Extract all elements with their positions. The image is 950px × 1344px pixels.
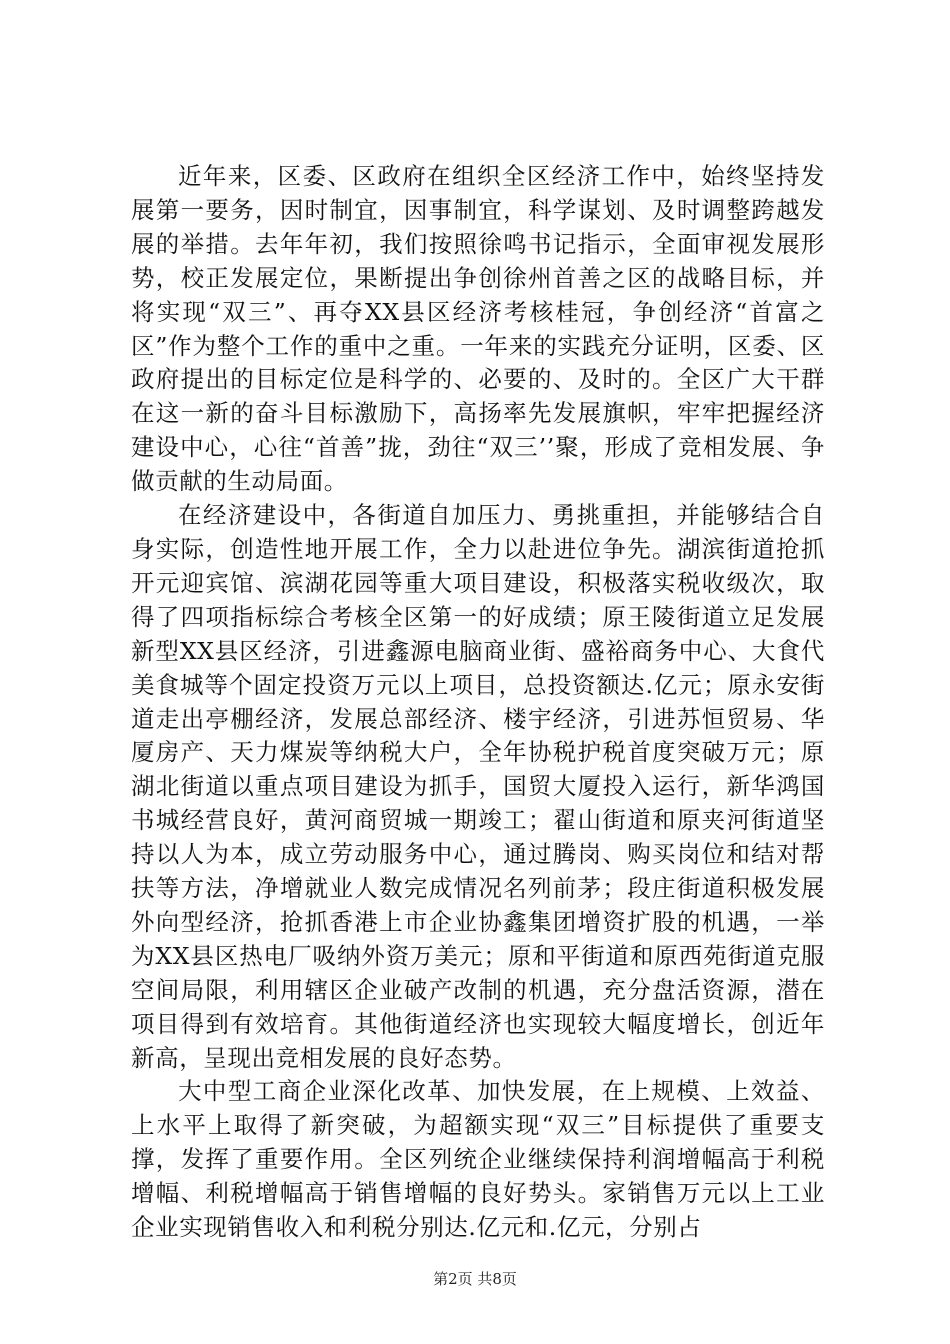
paragraph: 在经济建设中，各街道自加压力、勇挑重担，并能够结合自身实际，创造性地开展工作，全力以赴进位争先。湖滨街道抢抓开元迎宾馆、滨湖花园等重大项目建设，积极落实税收级次，取得了四项指标综合考核全区第一的好成绩；原王陵街道立足发展新型XX县区经济，引进鑫源电脑商业街、盛裕商务中心、大食代美食城等个固定投资万元以上项目，总投资额达.亿元；原永安街道走出亭棚经济，发展总部经济、楼宇经济，引进苏恒贸易、华厦房产、天力煤炭等纳税大户，全年协税护税首度突破万元；原湖北街道以重点项目建设为抓手，国贸大厦投入运行，新华鸿国书城经营良好，黄河商贸城一期竣工；翟山街道和原夹河街道坚持以人为本，成立劳动服务中心，通过腾岗、购买岗位和结对帮扶等方法，净增就业人数完成情况名列前茅；段庄街道积极发展外向型经济，抢抓香港上市企业协鑫集团增资扩股的机遇，一举为XX县区热电厂吸纳外资万美元；原和平街道和原西苑街道克服空间局限，利用辖区企业破产改制的机遇，充分盘活资源，潜在项目得到有效培育。其他街道经济也实现较大幅度增长，创近年新高，呈现出竞相发展的良好态势。 (131, 501, 825, 1072)
paragraph: 大中型工商企业深化改革、加快发展，在上规模、上效益、上水平上取得了新突破，为超额实现“双三”目标提供了重要支撑，发挥了重要作用。全区列统企业继续保持利润增幅高于利税增幅、利税增幅高于销售增幅的良好势头。家销售万元以上工业企业实现销售收入和利税分别达.亿元和.亿元，分别占 (131, 1077, 825, 1242)
page-footer (0, 1269, 950, 1289)
page-number: 第2页 共8页 (433, 1270, 517, 1288)
document-body (131, 160, 825, 1245)
paragraph: 近年来，区委、区政府在组织全区经济工作中，始终坚持发展第一要务，因时制宜，因事制宜，科学谋划、及时调整跨越发展的举措。去年年初，我们按照徐鸣书记指示，全面审视发展形势，校正发展定位，果断提出争创徐州首善之区的战略目标，并将实现“双三”、再夺XX县区经济考核桂冠，争创经济“首富之区”作为整个工作的重中之重。一年来的实践充分证明，区委、区政府提出的目标定位是科学的、必要的、及时的。全区广大干群在这一新的奋斗目标激励下，高扬率先发展旗帜，牢牢把握经济建设中心，心往“首善”拢，劲往“双三’’聚，形成了竞相发展、争做贡献的生动局面。 (131, 162, 825, 496)
